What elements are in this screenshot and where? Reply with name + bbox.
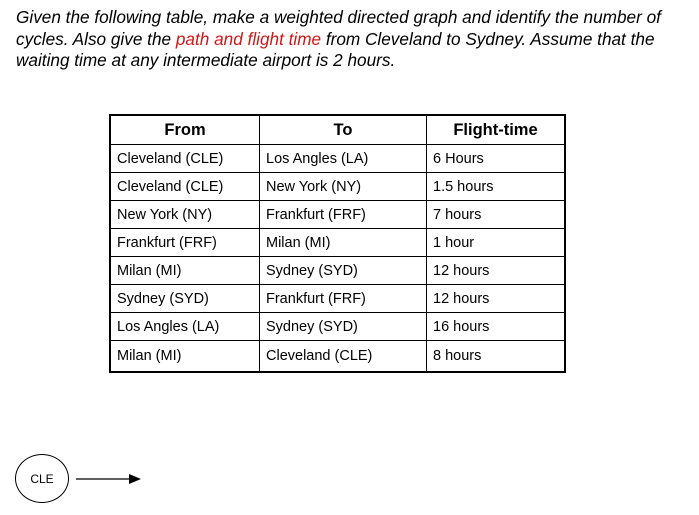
cell-to: Milan (MI) <box>260 229 427 257</box>
question-part2: from Cleveland to Sydney. Assume that the waiting time at any intermediate airport is 2 hours. <box>16 28 655 70</box>
cell-flight-time: 12 hours <box>427 257 566 285</box>
cell-flight-time: 7 hours <box>427 201 566 229</box>
cell-from: New York (NY) <box>110 201 260 229</box>
header-flight-time: Flight-time <box>427 115 566 145</box>
right-arrow-icon <box>76 472 142 486</box>
flight-table <box>109 114 566 373</box>
table-header-row <box>110 115 565 145</box>
cell-to: Frankfurt (FRF) <box>260 285 427 313</box>
cell-from: Frankfurt (FRF) <box>110 229 260 257</box>
cell-flight-time: 12 hours <box>427 285 566 313</box>
graph-node-cle <box>15 454 69 503</box>
table-row <box>110 341 565 373</box>
header-from: From <box>110 115 260 145</box>
cell-from: Cleveland (CLE) <box>110 173 260 201</box>
cell-to: Frankfurt (FRF) <box>260 201 427 229</box>
cell-flight-time: 6 Hours <box>427 145 566 173</box>
cell-flight-time: 1.5 hours <box>427 173 566 201</box>
header-to: To <box>260 115 427 145</box>
question-highlight: path and flight time <box>175 28 322 49</box>
cell-to: Sydney (SYD) <box>260 313 427 341</box>
table-row <box>110 257 565 285</box>
table-row <box>110 229 565 257</box>
cell-from: Milan (MI) <box>110 341 260 373</box>
question-part1: Given the following table, make a weighted directed graph and identify the number of cycles. Also give the <box>16 7 661 49</box>
cell-to: Cleveland (CLE) <box>260 341 427 373</box>
table-row <box>110 201 565 229</box>
cell-from: Los Angles (LA) <box>110 313 260 341</box>
cell-flight-time: 1 hour <box>427 229 566 257</box>
table-row <box>110 145 565 173</box>
cell-flight-time: 8 hours <box>427 341 566 373</box>
cell-from: Milan (MI) <box>110 257 260 285</box>
table-row <box>110 285 565 313</box>
cell-from: Sydney (SYD) <box>110 285 260 313</box>
cell-flight-time: 16 hours <box>427 313 566 341</box>
cell-to: Sydney (SYD) <box>260 257 427 285</box>
table-row <box>110 313 565 341</box>
cell-from: Cleveland (CLE) <box>110 145 260 173</box>
graph-node-label: CLE <box>30 471 54 486</box>
cell-to: New York (NY) <box>260 173 427 201</box>
table-row <box>110 173 565 201</box>
question-text <box>16 7 676 72</box>
cell-to: Los Angles (LA) <box>260 145 427 173</box>
